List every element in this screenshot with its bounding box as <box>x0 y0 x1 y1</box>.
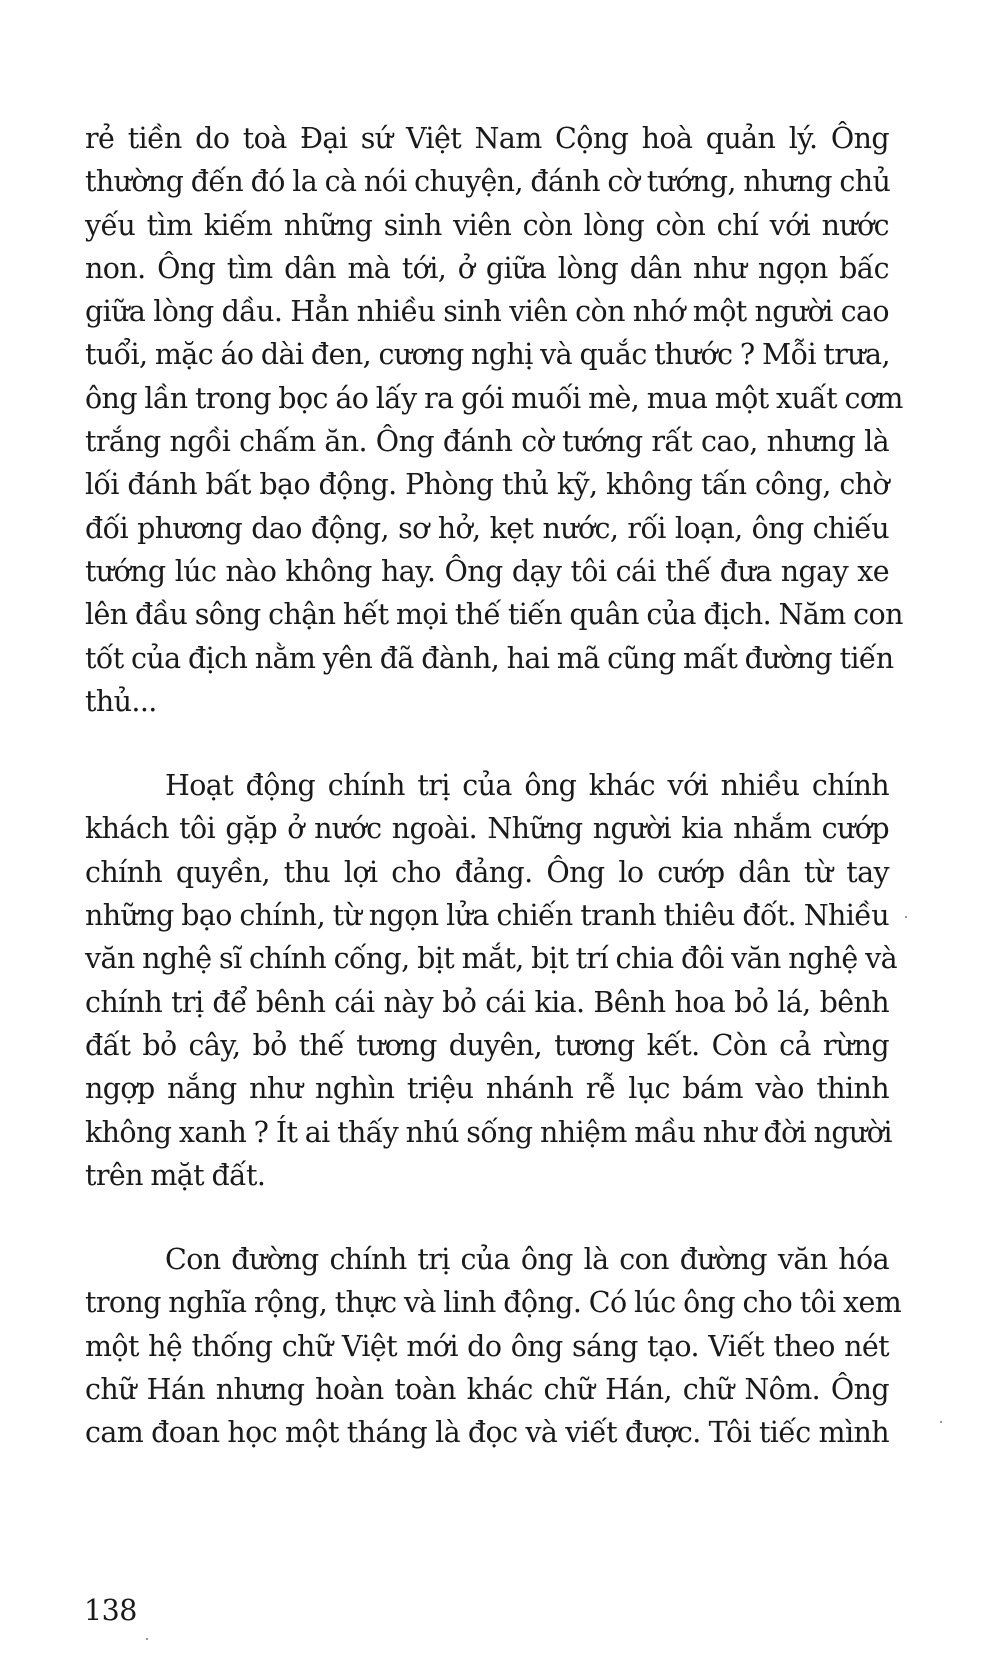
paragraph-1 <box>85 117 903 723</box>
text-line: lối đánh bất bạo động. Phòng thủ kỹ, không tấn công, chờ <box>85 468 889 502</box>
text-line: rẻ tiền do toà Đại sứ Việt Nam Cộng hoà quản lý. Ông <box>85 122 889 155</box>
text-line: văn nghệ sĩ chính cống, bịt mắt, bịt trí chia đôi văn nghệ và <box>85 942 898 976</box>
text-line: Con đường chính trị của ông là con đường văn hóa <box>165 1243 889 1277</box>
text-line: yếu tìm kiếm những sinh viên còn lòng còn chí với nước <box>85 208 889 242</box>
text-line: không xanh ? Ít ai thấy nhú sống nhiệm mầu như đời người <box>85 1115 892 1149</box>
scan-speck <box>940 1421 942 1423</box>
text-line: ngợp nắng như nghìn triệu nhánh rễ lục bám vào thinh <box>85 1072 889 1106</box>
text-line: giữa lòng dầu. Hẳn nhiều sinh viên còn nhớ một người cao <box>85 295 889 329</box>
text-line: Hoạt động chính trị của ông khác với nhiều chính <box>165 769 889 803</box>
text-line: tuổi, mặc áo dài đen, cương nghị và quắc thước ? Mỗi trưa, <box>85 338 890 372</box>
text-line: tốt của địch nằm yên đã đành, hai mã cũng mất đường tiến <box>85 641 894 675</box>
text-line: trắng ngồi chấm ăn. Ông đánh cờ tướng rất cao, nhưng là <box>85 425 889 459</box>
text-line: chính trị để bênh cái này bỏ cái kia. Bênh hoa bỏ lá, bênh <box>85 985 889 1019</box>
text-line: một hệ thống chữ Việt mới do ông sáng tạo. Viết theo nét <box>85 1329 889 1363</box>
text-line: những bạo chính, từ ngọn lửa chiến tranh thiêu đốt. Nhiều <box>85 899 889 933</box>
paragraph-3 <box>85 1238 902 1454</box>
scan-speck <box>905 916 907 918</box>
paragraph-2 <box>85 764 898 1197</box>
body-text <box>85 117 903 1455</box>
text-line: lên đầu sông chận hết mọi thế tiến quân của địch. Năm con <box>85 598 903 632</box>
text-line: đối phương dao động, sơ hở, kẹt nước, rối loạn, ông chiếu <box>85 511 889 545</box>
scan-speck <box>146 1638 148 1640</box>
text-line: ông lần trong bọc áo lấy ra gói muối mè, mua một xuất cơm <box>85 381 903 415</box>
text-line: tướng lúc nào không hay. Ông dạy tôi cái thế đưa ngay xe <box>85 554 889 588</box>
text-line: non. Ông tìm dân mà tới, ở giữa lòng dân như ngọn bấc <box>85 251 889 285</box>
text-line: trên mặt đất. <box>85 1158 266 1192</box>
paragraph-spacer <box>85 1197 889 1238</box>
text-line: đất bỏ cây, bỏ thế tương duyên, tương kết. Còn cả rừng <box>85 1028 889 1062</box>
text-line: thường đến đó la cà nói chuyện, đánh cờ tướng, nhưng chủ <box>85 165 891 199</box>
text-line: thủ... <box>85 684 157 718</box>
page-number: 138 <box>84 1594 137 1627</box>
text-line: chữ Hán nhưng hoàn toàn khác chữ Hán, chữ Nôm. Ông <box>85 1373 889 1407</box>
text-line: khách tôi gặp ở nước ngoài. Những người kia nhắm cướp <box>85 812 889 846</box>
text-line: chính quyền, thu lợi cho đảng. Ông lo cướp dân từ tay <box>85 855 889 889</box>
paragraph-spacer <box>85 723 889 764</box>
text-line: cam đoan học một tháng là đọc và viết được. Tôi tiếc mình <box>85 1416 889 1450</box>
text-line: trong nghĩa rộng, thực và linh động. Có lúc ông cho tôi xem <box>85 1286 902 1320</box>
